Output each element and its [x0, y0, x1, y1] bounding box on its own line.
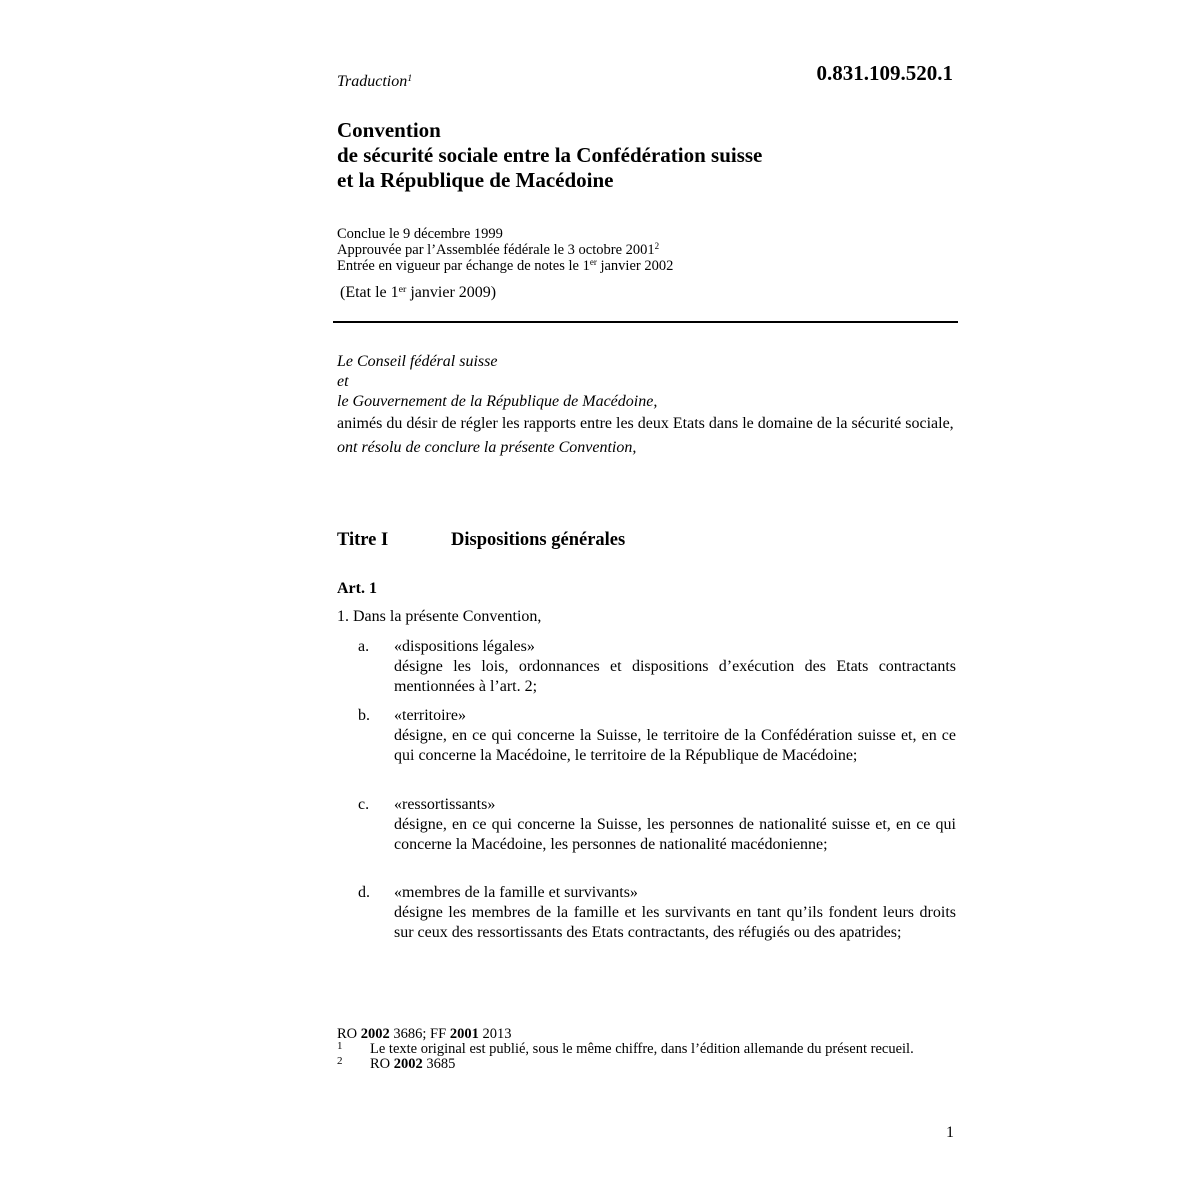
item-term: «ressortissants»	[394, 796, 496, 813]
page-number: 1	[946, 1124, 954, 1141]
ro-year: 2002	[360, 1026, 390, 1042]
item-letter: a.	[358, 638, 370, 655]
ro-label: RO	[370, 1056, 394, 1072]
definition-item	[358, 637, 956, 697]
definition-item	[358, 883, 956, 943]
footnotes	[337, 1027, 937, 1072]
status-date	[340, 284, 496, 302]
section-heading: Dispositions générales	[451, 530, 626, 550]
entry-year: janvier 2002	[596, 258, 674, 274]
ff-year: 2001	[449, 1026, 479, 1042]
item-letter: d.	[358, 884, 370, 901]
section-label: Titre I	[337, 530, 389, 550]
article-heading: Art. 1	[337, 580, 377, 597]
preamble	[337, 352, 955, 458]
party-1: Le Conseil fédéral suisse	[337, 353, 498, 370]
item-definition: désigne, en ce qui concerne la Suisse, le territoire de la Confédération suisse et, en ce qui concerne la Macédoine, le territoire de la République de Macédoine;	[394, 727, 956, 764]
document-title	[337, 118, 762, 193]
publication-reference	[337, 1027, 937, 1042]
preamble-desire: animés du désir de régler les rapports entre les deux Etats dans le domaine de la sécurité sociale,	[337, 415, 954, 432]
party-2: le Gouvernement de la République de Macédoine,	[337, 393, 658, 410]
etat-text: (Etat le 1	[340, 284, 399, 301]
item-letter: c.	[358, 796, 370, 813]
title-line-2: de sécurité sociale entre la Confédération suisse	[337, 143, 763, 167]
footnote-text	[370, 1056, 455, 1072]
entry-sup: er	[589, 257, 597, 268]
translation-text: Traduction	[337, 73, 408, 90]
ro-page: 3686; FF	[389, 1026, 450, 1042]
title-line-3: et la République de Macédoine	[337, 168, 614, 192]
item-letter: b.	[358, 707, 370, 724]
translation-label	[337, 73, 412, 91]
sr-number: 0.831.109.520.1	[816, 61, 953, 85]
conjunction: et	[337, 373, 349, 390]
ro-year: 2002	[393, 1056, 423, 1072]
approved-text: Approuvée par l’Assemblée fédérale le 3 octobre 2001	[337, 242, 655, 258]
footnote-ref-1[interactable]: 1	[407, 72, 413, 84]
approved-date	[337, 242, 673, 258]
item-term: «territoire»	[394, 707, 466, 724]
dates-block	[337, 226, 673, 274]
concluded-date: Conclue le 9 décembre 1999	[337, 226, 503, 242]
preamble-resolved: ont résolu de conclure la présente Convention,	[337, 439, 637, 456]
item-definition: désigne les lois, ordonnances et dispositions d’exécution des Etats contractants mentionnées à l’art. 2;	[394, 658, 956, 695]
footnote-2	[337, 1057, 937, 1072]
item-term: «membres de la famille et survivants»	[394, 884, 638, 901]
etat-sup: er	[398, 283, 407, 295]
ro-label: RO	[337, 1026, 361, 1042]
header-divider	[333, 321, 958, 323]
article-paragraph-1: 1. Dans la présente Convention,	[337, 608, 542, 625]
definition-item	[358, 706, 956, 766]
entry-into-force	[337, 258, 673, 274]
ro-page: 3685	[422, 1056, 456, 1072]
item-definition: désigne, en ce qui concerne la Suisse, les personnes de nationalité suisse et, en ce qui concerne la Macédoine, les personnes de nationalité macédonienne;	[394, 816, 956, 853]
footnote-1	[337, 1042, 937, 1057]
item-term: «dispositions légales»	[394, 638, 535, 655]
definition-item	[358, 795, 956, 855]
etat-year: janvier 2009)	[406, 284, 497, 301]
section-title	[337, 530, 625, 551]
entry-text: Entrée en vigueur par échange de notes le 1	[337, 258, 590, 274]
footnote-ref-2[interactable]: 2	[654, 241, 660, 252]
footnote-number: 2	[337, 1055, 343, 1067]
ff-page: 2013	[478, 1026, 512, 1042]
footnote-text: Le texte original est publié, sous le même chiffre, dans l’édition allemande du présent recueil.	[370, 1041, 914, 1057]
footnote-number: 1	[337, 1040, 343, 1052]
item-definition: désigne les membres de la famille et les survivants en tant qu’ils fondent leurs droits sur ceux des ressortissants des Etats contractants, des réfugiés ou des apatrides;	[394, 904, 956, 941]
title-line-1: Convention	[337, 118, 441, 142]
